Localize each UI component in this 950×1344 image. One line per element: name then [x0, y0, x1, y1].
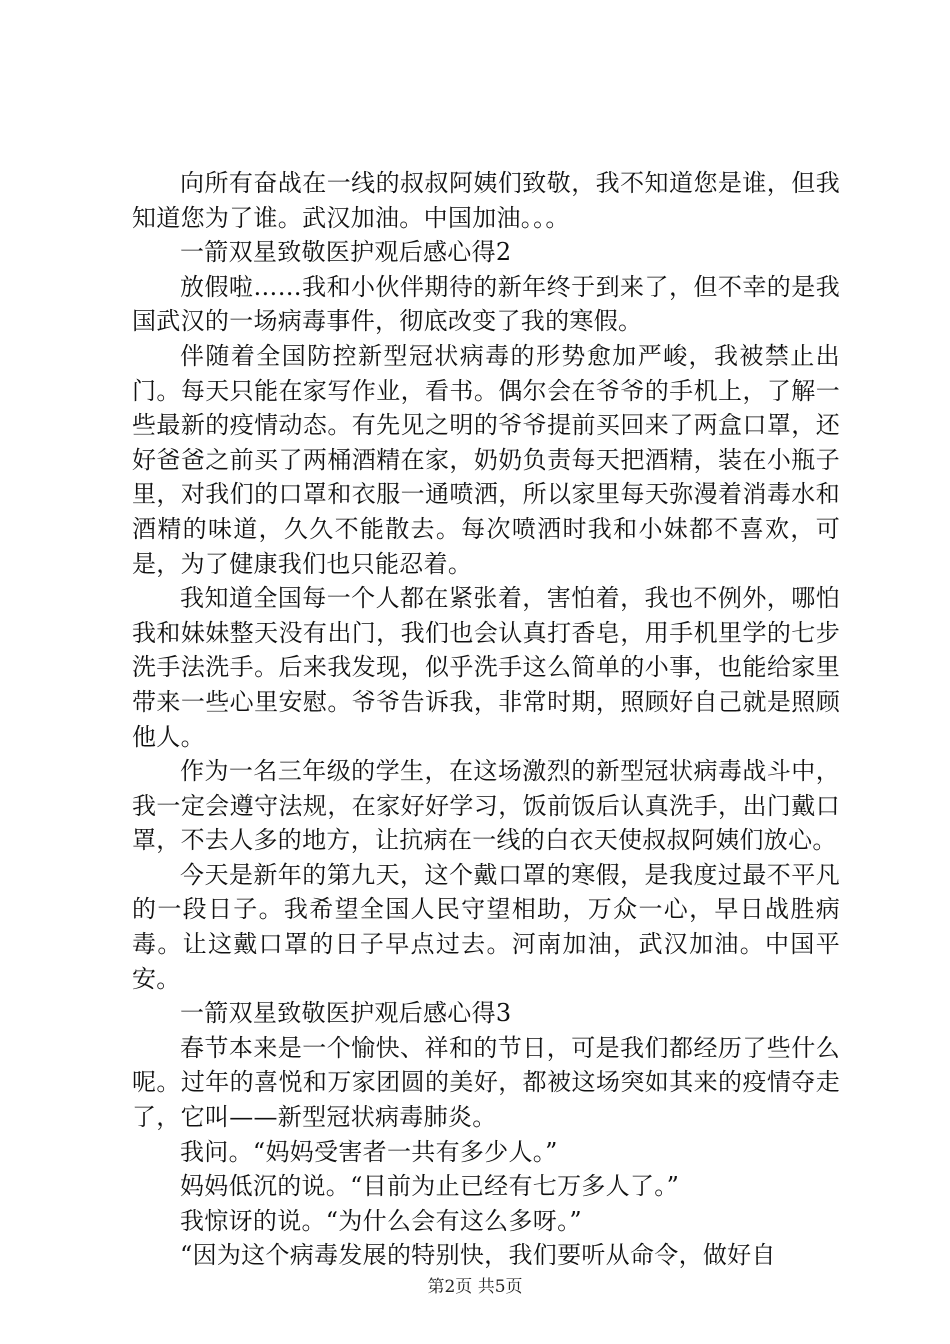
- section-heading: 一箭双星致敬医护观后感心得2: [180, 238, 512, 267]
- paragraph: 今天是新年的第九天，这个戴口罩的寒假，是我度过最不平凡的一段日子。我希望全国人民守望相助，万众一心，早日战胜病毒。让这戴口罩的日子早点过去。河南加油，武汉加油。中国平安。: [132, 860, 840, 993]
- paragraph: 我问。“妈妈受害者一共有多少人。”: [180, 1137, 558, 1166]
- paragraph: 放假啦……我和小伙伴期待的新年终于到来了，但不幸的是我国武汉的一场病毒事件，彻底改变了我的寒假。: [132, 272, 840, 336]
- paragraph: “因为这个病毒发展的特别快，我们要听从命令，做好自: [180, 1241, 776, 1270]
- paragraph: 我知道全国每一个人都在紧张着，害怕着，我也不例外，哪怕我和妹妹整天没有出门，我们也会认真打香皂，用手机里学的七步洗手法洗手。后来我发现，似乎洗手这么简单的小事，也能给家里带来一些心里安慰。爷爷告诉我，非常时期，照顾好自己就是照顾他人。: [132, 584, 840, 751]
- paragraph: 妈妈低沉的说。“目前为止已经有七万多人了。”: [180, 1172, 680, 1201]
- paragraph: 我惊讶的说。“为什么会有这么多呀。”: [180, 1206, 582, 1235]
- section-heading: 一箭双星致敬医护观后感心得3: [180, 999, 512, 1028]
- document-body: [132, 166, 840, 1273]
- paragraph: 伴随着全国防控新型冠状病毒的形势愈加严峻，我被禁止出门。每天只能在家写作业，看书。偶尔会在爷爷的手机上，了解一些最新的疫情动态。有先见之明的爷爷提前买回来了两盒口罩，还好爸爸之前买了两桶酒精在家，奶奶负责每天把酒精，装在小瓶子里，对我们的口罩和衣服一通喷洒，所以家里每天弥漫着消毒水和酒精的味道，久久不能散去。每次喷洒时我和小妹都不喜欢，可是，为了健康我们也只能忍着。: [132, 341, 840, 578]
- paragraph: 向所有奋战在一线的叔叔阿姨们致敬，我不知道您是谁，但我知道您为了谁。武汉加油。中国加油。。。: [132, 169, 840, 232]
- page-number: 第2页 共5页: [427, 1277, 523, 1297]
- paragraph: 作为一名三年级的学生，在这场激烈的新型冠状病毒战斗中，我一定会遵守法规，在家好好学习，饭前饭后认真洗手，出门戴口罩，不去人多的地方，让抗病在一线的白衣天使叔叔阿姨们放心。: [132, 757, 840, 855]
- paragraph: 春节本来是一个愉快、祥和的节日，可是我们都经历了些什么呢。过年的喜悦和万家团圆的美好，都被这场突如其来的疫情夺走了，它叫——新型冠状病毒肺炎。: [132, 1033, 840, 1132]
